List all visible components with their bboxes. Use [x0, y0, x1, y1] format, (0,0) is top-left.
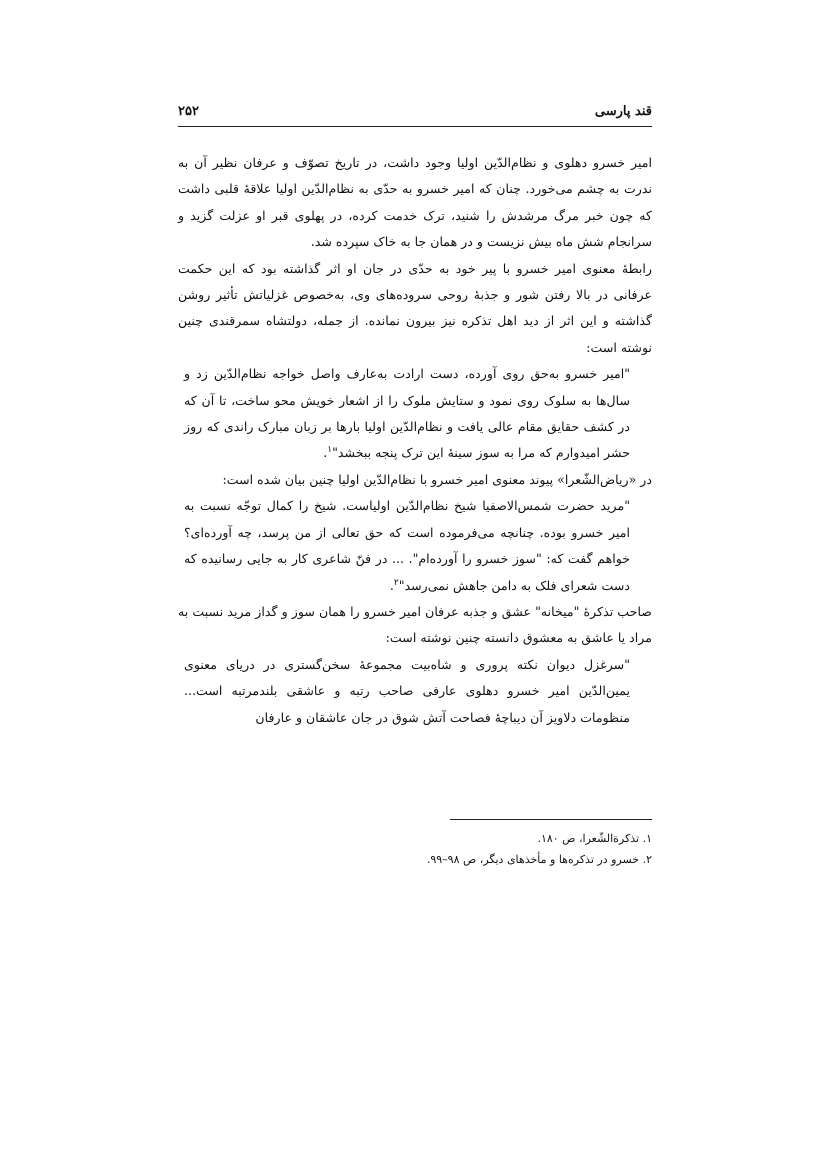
running-title: قند پارسی — [594, 104, 652, 119]
quote-meykhaneh: "سرغزل دیوان نکته پروری و شاه‌بیت مجموعهٔ سخن‌گستری در دریای معنوی یمین‌الدّین امیر خسرو دهلوی عارفی صاحب رتبه و عاشقی بلندمرتبه است... منظومات دلاویز آن دیباچهٔ فصاحت آتش شوق در جان عاشقان و عارفان — [184, 656, 630, 725]
footnotes — [178, 829, 652, 870]
paragraph-3: در «ریاض‌الشّعرا» پیوند معنوی امیر خسرو با نظام‌الدّین اولیا چنین بیان شده است: — [222, 471, 652, 487]
paragraph-1: امیر خسرو دهلوی و نظام‌الدّین اولیا وجود داشت، در تاریخ تصوّف و عرفان نظیر آن به ندرت به چشم می‌خورد. چنان که امیر خسرو به حدّی به نظام‌الدّین اولیا علاقهٔ قلبی داشت که چون خبر مرگ مرشدش را شنید، ترک خدمت کرده، در پهلوی قبر او عزلت گزید و سرانجام شش ماه بیش نزیست و در همان جا به خاک سپرده شد. — [178, 155, 652, 250]
footnote-1: ۱. تذکرةالشّعرا، ص ۱۸۰. — [537, 832, 652, 845]
footnote-2: ۲. خسرو در تذکره‌ها و مأخذهای دیگر، ص ۹۸–۹۹. — [426, 852, 652, 866]
quote-riyaz — [178, 493, 652, 599]
footnote-ref-2: ۲ — [393, 577, 399, 588]
paragraph-4: صاحب تذکرهٔ "میخانه" عشق و جذبه عرفان امیر خسرو را همان سوز و گداز مرید نسبت به مراد یا عاشق به معشوق دانسته چنین نوشته است: — [178, 603, 652, 646]
quote-2-text: "مرید حضرت شمس‌الاصفیا شیخ نظام‌الدّین اولیاست. شیخ را کمال توجّه نسبت به امیر خسرو بوده. چنانچه می‌فرموده است که حق تعالی از من پرسد، چه آورده‌ای؟ خواهم گفت که: "سوز خسرو را آورده‌ام". ... در فنّ شاعری کار به جایی رسانیده که دست شعرای فلک به دامن جاهش نمی‌رسد" — [184, 498, 630, 593]
quote-1-period: . — [323, 445, 328, 461]
footnote-ref-1: ۱ — [327, 445, 333, 456]
quote-dowlatshah — [178, 361, 652, 467]
page-number: ۲۵۲ — [178, 104, 199, 119]
page-header — [178, 100, 652, 127]
footnote-divider — [450, 819, 652, 820]
quote-2-period: . — [389, 577, 394, 593]
paragraph-2: رابطهٔ معنوی امیر خسرو با پیر خود به حدّی در جان او اثر گذاشته بود که این حکمت عرفانی در بالا رفتن شور و جذبهٔ روحی سروده‌های وی، به‌خصوص غزلیاتش تأثیر روشن گذاشته و این اثر از دید اهل تذکره نیز بیرون نمانده. از جمله، دولتشاه سمرقندی چنین نوشته است: — [178, 260, 652, 355]
body-text — [178, 150, 652, 731]
quote-1-text: "امیر خسرو به‌حق روی آورده، دست ارادت به‌عارف واصل خواجه نظام‌الدّین زد و سال‌ها به سلوک روی نمود و ستایش ملوک را از اشعار خویش محو ساخت، تا آن که در کشف حقایق مقام عالی یافت و نظام‌الدّین اولیا بارها بر زبان مبارک راندی که روز حشر امیدوارم که مرا به سوز سینهٔ این ترک پنجه ببخشد" — [184, 366, 630, 461]
